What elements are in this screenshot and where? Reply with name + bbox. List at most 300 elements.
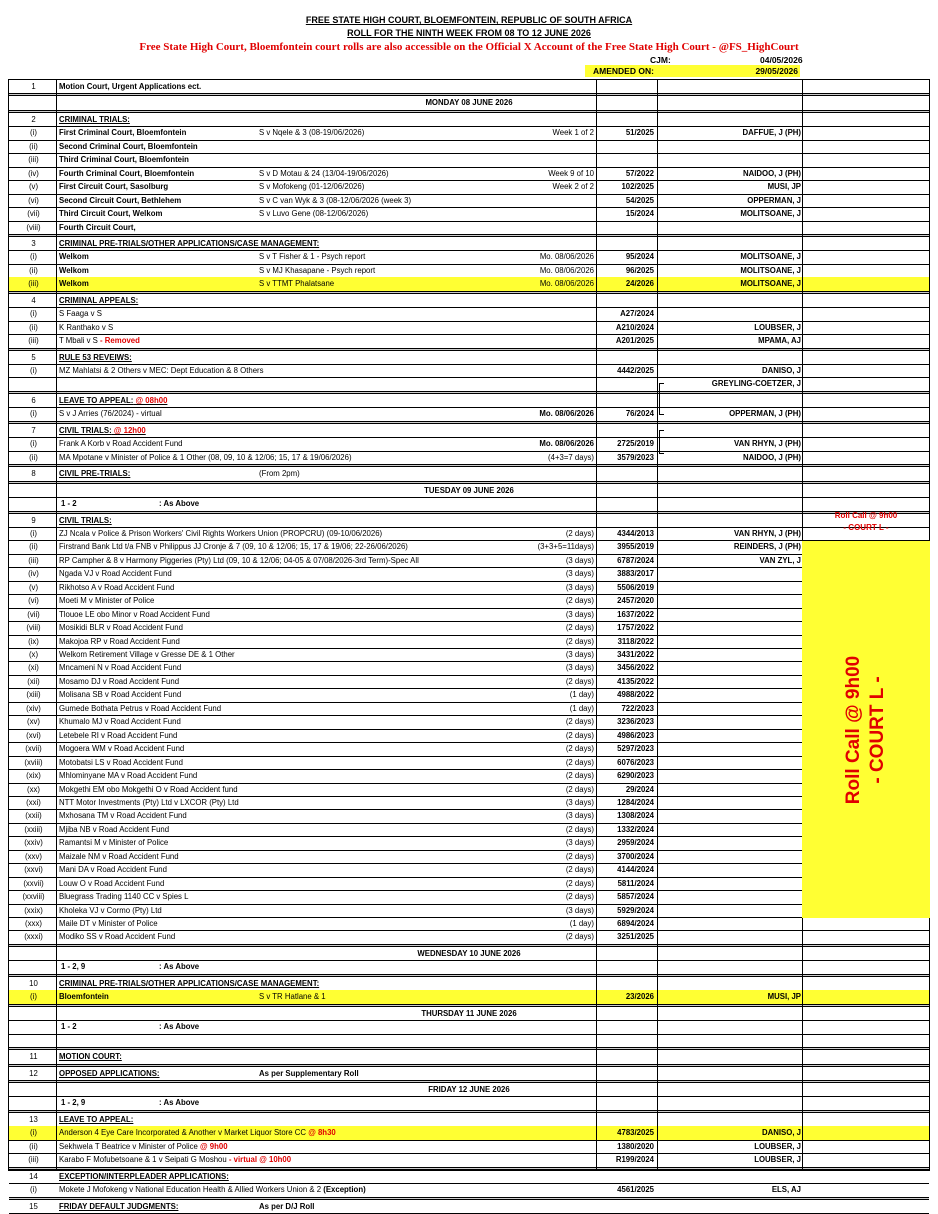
case-description: Letebele RI v Road Accident Fund xyxy=(59,730,178,740)
case-description: S v J Arries (76/2024) - virtual xyxy=(59,409,162,419)
case-description: Molisana SB v Road Accident Fund xyxy=(59,690,182,700)
roll-row xyxy=(9,80,929,94)
duration: (3 days) xyxy=(565,609,594,619)
case-note: - virtual @ 10h00 xyxy=(226,1155,292,1165)
case-number: 3456/2022 xyxy=(617,663,654,673)
case-description: Mosikidi BLR v Road Accident Fund xyxy=(59,623,183,633)
roll-row xyxy=(9,1020,929,1034)
amended-label: AMENDED ON: xyxy=(593,66,654,76)
duration: (3 days) xyxy=(565,663,594,673)
case-description: RP Campher & 8 v Harmony Piggeries (Pty) Ltd (09, 10 & 12/06; 04-05 & 07/08/2026-3rd Term)-Spec All xyxy=(59,555,419,565)
judge: REINDERS, J (PH) xyxy=(733,542,801,552)
case-number: 23/2026 xyxy=(625,992,654,1002)
duration: (3 days) xyxy=(565,811,594,821)
case-description: NTT Motor Investments (Pty) Ltd v LXCOR (Pty) Ltd xyxy=(59,797,239,807)
item-number: (i) xyxy=(30,992,37,1002)
item-number: (xxiii) xyxy=(24,824,43,834)
roll-row xyxy=(9,364,929,378)
item-number: (vii) xyxy=(27,209,40,219)
case-description: CRIMINAL PRE-TRIALS/OTHER APPLICATIONS/CASE MANAGEMENT: xyxy=(59,238,320,248)
item-number: 12 xyxy=(29,1068,38,1078)
roll-row xyxy=(9,1183,929,1197)
roll-row xyxy=(9,809,929,823)
roll-call-banner-line-2: - COURT L - xyxy=(867,675,888,784)
case-description: Mosamo DJ v Road Accident Fund xyxy=(59,676,180,686)
case-description: CRIMINAL PRE-TRIALS/OTHER APPLICATIONS/CASE MANAGEMENT: xyxy=(59,978,320,988)
case-number: 57/2022 xyxy=(625,168,654,178)
item-number: (i) xyxy=(30,1185,37,1195)
duration: (3 days) xyxy=(565,569,594,579)
as-above-note: : As Above xyxy=(159,499,200,509)
duration: (4+3=7 days) xyxy=(548,452,594,462)
item-number: 8 xyxy=(31,469,36,479)
item-number: (ii) xyxy=(29,542,38,552)
number-col-rule xyxy=(56,80,57,1170)
case-description: Motion Court, Urgent Applications ect. xyxy=(59,82,202,91)
case-description: Fourth Criminal Court, Bloemfontein xyxy=(59,168,195,178)
case-number: 1284/2024 xyxy=(617,797,654,807)
case-number: 3118/2022 xyxy=(617,636,654,646)
item-number: (ii) xyxy=(29,452,38,462)
item-number: (viii) xyxy=(26,623,41,633)
roll-row xyxy=(9,990,929,1004)
roll-row xyxy=(9,1050,929,1064)
item-number: (ix) xyxy=(28,636,39,646)
case-col-rule xyxy=(596,80,597,1170)
roll-row xyxy=(9,729,929,743)
item-number: (i) xyxy=(30,1128,37,1138)
item-number: 15 xyxy=(29,1201,38,1211)
judge: LOUBSER, J xyxy=(754,1155,801,1165)
roll-row xyxy=(9,635,929,649)
case-number: 3579/2023 xyxy=(617,452,654,462)
roll-row xyxy=(9,769,929,783)
as-above-note: : As Above xyxy=(159,1098,200,1108)
case-number: 4135/2022 xyxy=(617,676,654,686)
cjm-date: 04/05/2026 xyxy=(760,55,803,65)
item-number: (x) xyxy=(28,650,39,659)
roll-row xyxy=(9,180,929,194)
roll-row xyxy=(9,1096,929,1110)
case-description: CIVIL TRIALS: xyxy=(59,515,112,525)
day-heading-row xyxy=(9,1007,929,1021)
duration: (2 days) xyxy=(565,784,594,794)
item-number: (iv) xyxy=(28,168,39,178)
judge-col-rule xyxy=(657,80,658,1170)
judge: MOLITSOANE, J xyxy=(740,265,801,275)
item-number: (i) xyxy=(30,439,37,449)
case-number: 5857/2024 xyxy=(617,892,654,902)
case-description: Bloemfontein xyxy=(59,992,109,1002)
roll-row xyxy=(9,153,929,167)
matter-detail: S v T Fisher & 1 - Psych report xyxy=(259,252,366,262)
roll-row xyxy=(9,351,929,365)
roll-call-line-1: Roll Call @ 9h00 xyxy=(834,511,898,520)
case-number: 6787/2024 xyxy=(617,555,654,565)
judge: MOLITSOANE, J xyxy=(740,252,801,262)
roll-row xyxy=(9,742,929,756)
case-description: EXCEPTION/INTERPLEADER APPLICATIONS: xyxy=(59,1171,229,1181)
roll-row xyxy=(9,294,929,308)
item-number: (xv) xyxy=(27,717,40,727)
case-number: 5506/2019 xyxy=(617,582,654,592)
judge: VAN RHYN, J (PH) xyxy=(733,439,801,449)
case-description: Kholeka VJ v Cormo (Pty) Ltd xyxy=(59,905,162,915)
judge: LOUBSER, J xyxy=(754,1141,801,1151)
roll-row xyxy=(9,321,929,335)
roll-row xyxy=(9,675,929,689)
duration: Mo. 08/06/2026 xyxy=(539,409,594,419)
item-number: (iii) xyxy=(28,155,39,165)
case-description: Welkom Retirement Village v Gresse DE & 1 Other xyxy=(59,650,235,659)
case-note: (Exception) xyxy=(321,1185,366,1195)
amended-bar xyxy=(585,65,800,77)
duration: (2 days) xyxy=(565,717,594,727)
case-description: Firstrand Bank Ltd t/a FNB v Philippus JJ Cronje & 7 (09, 10 & 12/06; 15, 17 & 19/06; 22-26/06/2026) xyxy=(59,542,408,552)
judge: ELS, AJ xyxy=(771,1185,801,1195)
duration: (2 days) xyxy=(565,636,594,646)
duration: (3+3+5=11days) xyxy=(537,542,594,552)
as-above-note: As per D/J Roll xyxy=(259,1201,315,1211)
case-description: Ramantsi M v Minister of Police xyxy=(59,838,169,848)
item-number: (v) xyxy=(28,182,39,192)
case-number: 6894/2024 xyxy=(617,919,654,928)
case-number: 1637/2022 xyxy=(617,609,654,619)
roll-call-banner xyxy=(802,541,930,918)
case-note: @ 9h00 xyxy=(197,1141,228,1151)
item-number: (xxiv) xyxy=(24,838,43,848)
judge: MUSI, JP xyxy=(767,992,801,1002)
item-number: 1 xyxy=(31,82,36,91)
case-number: 3251/2025 xyxy=(617,932,654,942)
as-above-note: : As Above xyxy=(159,1022,200,1032)
item-number: (ii) xyxy=(29,322,38,332)
item-number: (xxvi) xyxy=(24,865,43,875)
cjm-label: CJM: xyxy=(650,55,671,65)
judge: OPPERMAN, J (PH) xyxy=(729,409,801,419)
case-number: 4783/2025 xyxy=(617,1128,654,1138)
case-number: 4561/2025 xyxy=(617,1185,654,1195)
case-description: LEAVE TO APPEAL: xyxy=(59,1114,134,1124)
case-description: Welkom xyxy=(59,279,89,289)
item-number: (iii) xyxy=(28,279,39,289)
case-note: @ 08h00 xyxy=(133,395,168,405)
duration: (2 days) xyxy=(565,771,594,781)
item-number: 7 xyxy=(31,425,36,435)
duration: Week 9 of 10 xyxy=(548,168,594,178)
roll-row xyxy=(9,237,929,251)
case-number: 4986/2023 xyxy=(617,730,654,740)
case-description: Khumalo MJ v Road Accident Fund xyxy=(59,717,181,727)
duration: (2 days) xyxy=(565,878,594,888)
case-description: Louw O v Road Accident Fund xyxy=(59,878,165,888)
case-description: CIVIL PRE-TRIALS: xyxy=(59,469,131,479)
case-description: OPPOSED APPLICATIONS: xyxy=(59,1068,160,1078)
case-description: CRIMINAL APPEALS: xyxy=(59,295,139,305)
duration: (1 day) xyxy=(569,703,594,713)
day-label: FRIDAY 12 JUNE 2026 xyxy=(428,1084,510,1094)
appeal-bracket xyxy=(659,383,664,415)
judge: LOUBSER, J xyxy=(754,322,801,332)
item-number: (xvi) xyxy=(26,730,41,740)
case-description: Karabo F Mofubetsoane & 1 v Seipati G Moshou - virtual @ 10h00 xyxy=(59,1155,292,1165)
roll-row xyxy=(9,1153,929,1167)
case-number: R199/2024 xyxy=(615,1155,654,1165)
case-description: Ngada VJ v Road Accident Fund xyxy=(59,569,172,579)
case-description: First Circuit Court, Sasolburg xyxy=(59,182,169,192)
case-description: Modiko SS v Road Accident Fund xyxy=(59,932,176,942)
case-description: Mncameni N v Road Accident Fund xyxy=(59,663,182,673)
case-number: 29/2024 xyxy=(625,784,654,794)
duration: (2 days) xyxy=(565,757,594,767)
case-description: Mokgethi EM obo Mokgethi O v Road Accident fund xyxy=(59,784,238,794)
roll-row xyxy=(9,126,929,140)
day-heading-row xyxy=(9,484,929,498)
item-number: (xiii) xyxy=(26,690,41,700)
day-heading-row xyxy=(9,96,929,110)
case-number: 2457/2020 xyxy=(617,596,654,606)
case-description: Second Circuit Court, Bethlehem xyxy=(59,195,182,205)
roll-row xyxy=(9,113,929,127)
roll-row xyxy=(9,960,929,974)
roll-row xyxy=(9,661,929,675)
roll-row xyxy=(9,648,929,662)
item-number: 4 xyxy=(31,295,36,305)
roll-call-banner-line-1: Roll Call @ 9h00 xyxy=(843,655,864,804)
roll-row xyxy=(9,377,929,391)
item-number: (viii) xyxy=(26,222,41,232)
duration: (3 days) xyxy=(565,905,594,915)
item-number: 13 xyxy=(29,1114,38,1124)
roll-row xyxy=(9,702,929,716)
item-number: (ii) xyxy=(29,141,38,151)
case-description: Welkom xyxy=(59,265,89,275)
day-label: MONDAY 08 JUNE 2026 xyxy=(425,98,513,108)
day-heading-row xyxy=(9,1083,929,1097)
roll-row xyxy=(9,930,929,944)
roll-row xyxy=(9,1170,929,1184)
roll-call-note xyxy=(802,500,930,540)
case-number: 51/2025 xyxy=(625,128,654,138)
item-number: (i) xyxy=(30,409,37,419)
roll-row xyxy=(9,554,929,568)
duration: (2 days) xyxy=(565,528,594,538)
item-number: (xviii) xyxy=(24,757,43,767)
case-description: First Criminal Court, Bloemfontein xyxy=(59,128,187,138)
item-number: (xxv) xyxy=(25,851,42,861)
roll-row xyxy=(9,194,929,208)
item-number: (v) xyxy=(28,582,39,592)
roll-row xyxy=(9,594,929,608)
case-description: Frank A Korb v Road Accident Fund xyxy=(59,439,183,449)
case-number: 76/2024 xyxy=(625,409,654,419)
case-number: 6290/2023 xyxy=(617,771,654,781)
roll-row xyxy=(9,167,929,181)
case-description: K Ranthako v S xyxy=(59,322,114,332)
case-description: Mani DA v Road Accident Fund xyxy=(59,865,167,875)
roll-row xyxy=(9,863,929,877)
judge: DANISO, J xyxy=(762,366,801,375)
judge: DAFFUE, J (PH) xyxy=(742,128,801,138)
matter-detail: (From 2pm) xyxy=(259,469,300,479)
roll-row xyxy=(9,567,929,581)
roll-row xyxy=(9,890,929,904)
case-number: 24/2026 xyxy=(625,279,654,289)
duration: (3 days) xyxy=(565,582,594,592)
case-description: Welkom xyxy=(59,252,89,262)
case-number: 3236/2023 xyxy=(617,717,654,727)
judge: OPPERMAN, J xyxy=(747,195,801,205)
day-label: TUESDAY 09 JUNE 2026 xyxy=(424,485,514,495)
item-number: 5 xyxy=(31,352,36,362)
item-number: (i) xyxy=(30,528,37,538)
case-description: MA Mpotane v Minister of Police & 1 Other (08, 09, 10 & 12/06; 15, 17 & 19/06/2026) xyxy=(59,452,352,462)
review-bracket xyxy=(659,430,664,454)
item-number: (vi) xyxy=(28,596,39,606)
roll-row xyxy=(9,621,929,635)
duration: (2 days) xyxy=(565,744,594,754)
case-number: 6076/2023 xyxy=(617,757,654,767)
roll-title: ROLL FOR THE NINTH WEEK FROM 08 TO 12 JUNE 2026 xyxy=(347,28,591,38)
item-number: 2 xyxy=(31,114,36,124)
case-description: Gumede Bothata Petrus v Road Accident Fund xyxy=(59,703,222,713)
roll-row xyxy=(9,1113,929,1127)
case-description: Sekhwela T Beatrice v Minister of Police @ 9h00 xyxy=(59,1141,228,1151)
day-label: WEDNESDAY 10 JUNE 2026 xyxy=(417,948,521,958)
roll-row xyxy=(9,264,929,278)
case-description: Third Circuit Court, Welkom xyxy=(59,209,163,219)
judge: MOLITSOANE, J xyxy=(740,279,801,289)
matter-detail: S v TTMT Phalatsane xyxy=(259,279,335,289)
roll-row xyxy=(9,467,929,481)
roll-row xyxy=(9,497,929,511)
case-number: 1332/2024 xyxy=(617,824,654,834)
case-description: CIVIL TRIALS: @ 12h00 xyxy=(59,425,146,435)
item-number: (xxii) xyxy=(25,811,42,821)
duration: (2 days) xyxy=(565,596,594,606)
roll-row xyxy=(9,527,929,541)
item-number: (ii) xyxy=(29,265,38,275)
case-number: 5297/2023 xyxy=(617,744,654,754)
roll-row xyxy=(9,688,929,702)
duration: (2 days) xyxy=(565,623,594,633)
case-description: Rikhotso A v Road Accident Fund xyxy=(59,582,175,592)
roll-row xyxy=(9,581,929,595)
item-number: 1 - 2 xyxy=(61,1022,77,1032)
case-number: 5811/2024 xyxy=(617,878,654,888)
roll-row xyxy=(9,823,929,837)
duration: (3 days) xyxy=(565,555,594,565)
judge: VAN ZYL, J xyxy=(759,555,801,565)
item-number: 1 - 2, 9 xyxy=(61,1098,86,1108)
duration: Week 1 of 2 xyxy=(552,128,594,138)
roll-row xyxy=(9,1126,929,1140)
matter-detail: S v Luvo Gene (08-12/06/2026) xyxy=(259,209,369,219)
case-description: Maile DT v Minister of Police xyxy=(59,919,158,928)
case-description: Mjiba NB v Road Accident Fund xyxy=(59,824,170,834)
matter-detail: S v Mofokeng (01-12/06/2026) xyxy=(259,182,365,192)
item-number: (iii) xyxy=(28,555,39,565)
day-heading-row xyxy=(9,947,929,961)
duration: Mo. 08/06/2026 xyxy=(539,439,594,449)
case-description: FRIDAY DEFAULT JUDGMENTS: xyxy=(59,1201,179,1211)
roll-row xyxy=(9,540,929,554)
duration: (2 days) xyxy=(565,730,594,740)
case-number: 4442/2025 xyxy=(617,366,654,375)
case-description: Motobatsi LS v Road Accident Fund xyxy=(59,757,183,767)
duration: (1 day) xyxy=(569,690,594,700)
item-number: (xix) xyxy=(26,771,41,781)
judge: MUSI, JP xyxy=(767,182,801,192)
roll-row xyxy=(9,836,929,850)
duration: (3 days) xyxy=(565,838,594,848)
item-number: (i) xyxy=(30,309,37,319)
roll-row xyxy=(9,140,929,154)
case-number: 102/2025 xyxy=(621,182,654,192)
case-description: T Mbali v S - Removed xyxy=(59,336,140,346)
judge: DANISO, J xyxy=(762,1128,801,1138)
case-description: RULE 53 REVEIWS: xyxy=(59,352,132,362)
case-description: CRIMINAL TRIALS: xyxy=(59,114,130,124)
duration: Mo. 08/06/2026 xyxy=(539,265,594,275)
item-number: (iii) xyxy=(28,1155,39,1165)
case-number: 3955/2019 xyxy=(617,542,654,552)
case-number: 3883/2017 xyxy=(617,569,654,579)
item-number: (xxx) xyxy=(25,919,42,928)
case-description: Anderson 4 Eye Care Incorporated & Another v Market Liquor Store CC @ 8h30 xyxy=(59,1128,336,1138)
duration: Week 2 of 2 xyxy=(552,182,594,192)
case-number: A210/2024 xyxy=(615,322,654,332)
duration: (2 days) xyxy=(565,865,594,875)
duration: (2 days) xyxy=(565,676,594,686)
case-description: MZ Mahlatsi & 2 Others v MEC: Dept Education & 8 Others xyxy=(59,366,264,375)
roll-call-line-2: - COURT L - xyxy=(843,523,889,532)
case-number: 54/2025 xyxy=(625,195,654,205)
roll-row xyxy=(9,850,929,864)
case-number: 96/2025 xyxy=(625,265,654,275)
item-number: (vii) xyxy=(27,609,40,619)
court-roll-table xyxy=(8,79,930,1211)
item-number: (xxvii) xyxy=(23,878,44,888)
item-number: 3 xyxy=(31,238,36,248)
amended-date: 29/05/2026 xyxy=(755,66,798,76)
duration: (2 days) xyxy=(565,932,594,942)
item-number: (xx) xyxy=(27,784,40,794)
roll-row xyxy=(9,307,929,321)
case-number: 95/2024 xyxy=(625,252,654,262)
case-number: 15/2024 xyxy=(625,209,654,219)
day-label: THURSDAY 11 JUNE 2026 xyxy=(421,1008,517,1018)
item-number: (xvii) xyxy=(25,744,42,754)
as-above-note: : As Above xyxy=(159,962,200,972)
roll-row xyxy=(9,715,929,729)
item-number: 14 xyxy=(29,1171,38,1181)
case-number: A201/2025 xyxy=(615,336,654,346)
case-description: Makojoa RP v Road Accident Fund xyxy=(59,636,180,646)
case-note: @ 8h30 xyxy=(306,1128,336,1138)
case-note: @ 12h00 xyxy=(111,425,146,435)
case-number: 4144/2024 xyxy=(617,865,654,875)
roll-row xyxy=(9,977,929,991)
case-number: 1380/2020 xyxy=(617,1141,654,1151)
item-number: (ii) xyxy=(29,1141,38,1151)
court-heading: FREE STATE HIGH COURT, BLOEMFONTEIN, REPUBLIC OF SOUTH AFRICA xyxy=(305,15,633,25)
roll-row xyxy=(9,514,929,528)
duration: (1 day) xyxy=(569,919,594,928)
case-description: Fourth Circuit Court, xyxy=(59,222,136,232)
roll-row xyxy=(9,250,929,264)
case-description: Bluegrass Trading 1140 CC v Spies L xyxy=(59,892,189,902)
